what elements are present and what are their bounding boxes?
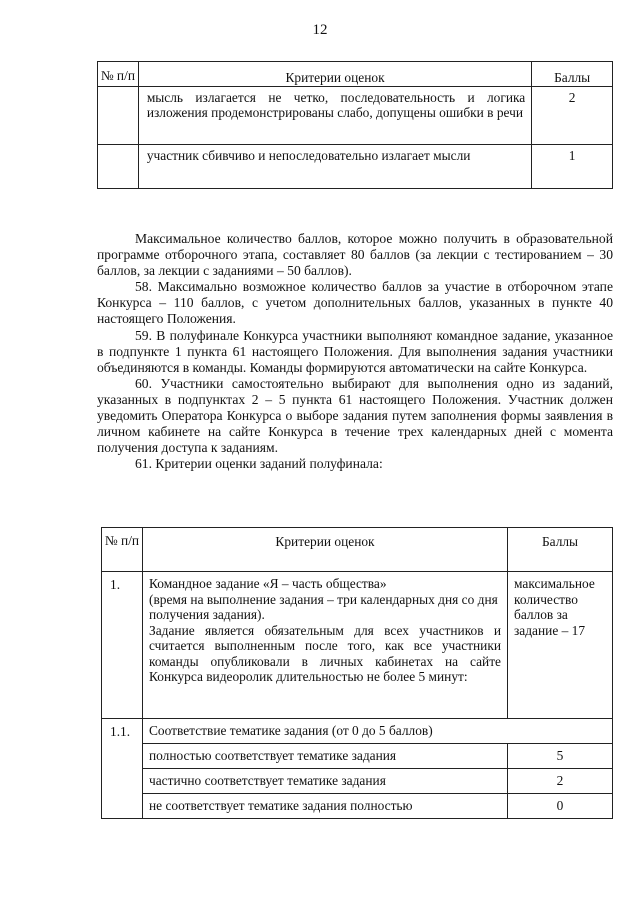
row-number-empty	[98, 86, 139, 144]
paragraph-max-points: Максимальное количество баллов, которое можно получить в образовательной программе отборочного этапа, составляет 80 баллов (за лекции с тестированием – 30 баллов, за лекции с заданиями – 50 баллов).	[97, 231, 613, 279]
body-text	[97, 231, 613, 472]
header-points: Баллы	[532, 62, 613, 87]
task-max-points: максимальное количество баллов за задание – 17	[508, 572, 613, 719]
paragraph-58: 58. Максимально возможное количество баллов за участие в отборочном этапе Конкурса – 110 баллов, с учетом дополнительных баллов, указанных в пункте 40 настоящего Положения.	[97, 279, 613, 327]
criteria-table-1	[97, 61, 613, 189]
task-row	[102, 572, 613, 719]
row-number-empty	[98, 144, 139, 188]
task-description	[143, 572, 508, 719]
points-cell: 5	[508, 744, 613, 769]
subtask-number: 1.1.	[102, 719, 143, 819]
subtask-title: Соответствие тематике задания (от 0 до 5 баллов)	[143, 719, 613, 744]
header-criteria: Критерии оценок	[138, 62, 531, 87]
criterion-cell: участник сбивчиво и непоследовательно излагает мысли	[138, 144, 531, 188]
header-number: № п/п	[98, 62, 139, 87]
table-row	[102, 744, 613, 769]
task-number: 1.	[102, 572, 143, 719]
task-duration: (время на выполнение задания – три календарных дня со дня получения задания).	[149, 591, 498, 622]
paragraph-61: 61. Критерии оценки заданий полуфинала:	[135, 456, 383, 472]
header-number: № п/п	[102, 528, 143, 572]
table-header-row	[98, 62, 613, 87]
page-number: 12	[312, 22, 328, 38]
header-criteria: Критерии оценок	[143, 528, 508, 572]
paragraph-60: 60. Участники самостоятельно выбирают для выполнения одно из заданий, указанных в подпунктах 2 – 5 пункта 61 настоящего Положения. Участник должен уведомить Оператора Конкурса о выборе задания путем заполнения формы заявления в личном кабинете на сайте Конкурса в течение трех календарных дней с момента получения доступа к заданиям.	[97, 375, 613, 456]
points-cell: 0	[508, 794, 613, 819]
task-title: Командное задание «Я – часть общества»	[149, 576, 387, 591]
paragraph-59: 59. В полуфинале Конкурса участники выполняют командное задание, указанное в подпункте 1 пункта 61 настоящего Положения. Для выполнения задания участники объединяются в команды. Команды формируются автоматически на сайте Конкурса.	[97, 327, 613, 375]
table-row	[102, 794, 613, 819]
points-cell: 2	[508, 769, 613, 794]
task-conditions: Задание является обязательным для всех участников и считается выполненным после того, как все участники команды опубликовали в личных кабинетах на сайте Конкурса видеоролик длительностью не более 5 минут:	[149, 622, 501, 684]
points-cell: 1	[532, 144, 613, 188]
criteria-table-2	[101, 527, 613, 819]
criterion-cell: не соответствует тематике задания полностью	[143, 794, 508, 819]
table-row	[98, 86, 613, 144]
criterion-cell: мысль излагается не четко, последовательность и логика изложения продемонстрированы слабо, допущены ошибки в речи	[138, 86, 531, 144]
table-header-row	[102, 528, 613, 572]
subtask-row	[102, 719, 613, 744]
criterion-cell: частично соответствует тематике задания	[143, 769, 508, 794]
table-row	[102, 769, 613, 794]
header-points: Баллы	[508, 528, 613, 572]
criterion-cell: полностью соответствует тематике задания	[143, 744, 508, 769]
table-row	[98, 144, 613, 188]
points-cell: 2	[532, 86, 613, 144]
